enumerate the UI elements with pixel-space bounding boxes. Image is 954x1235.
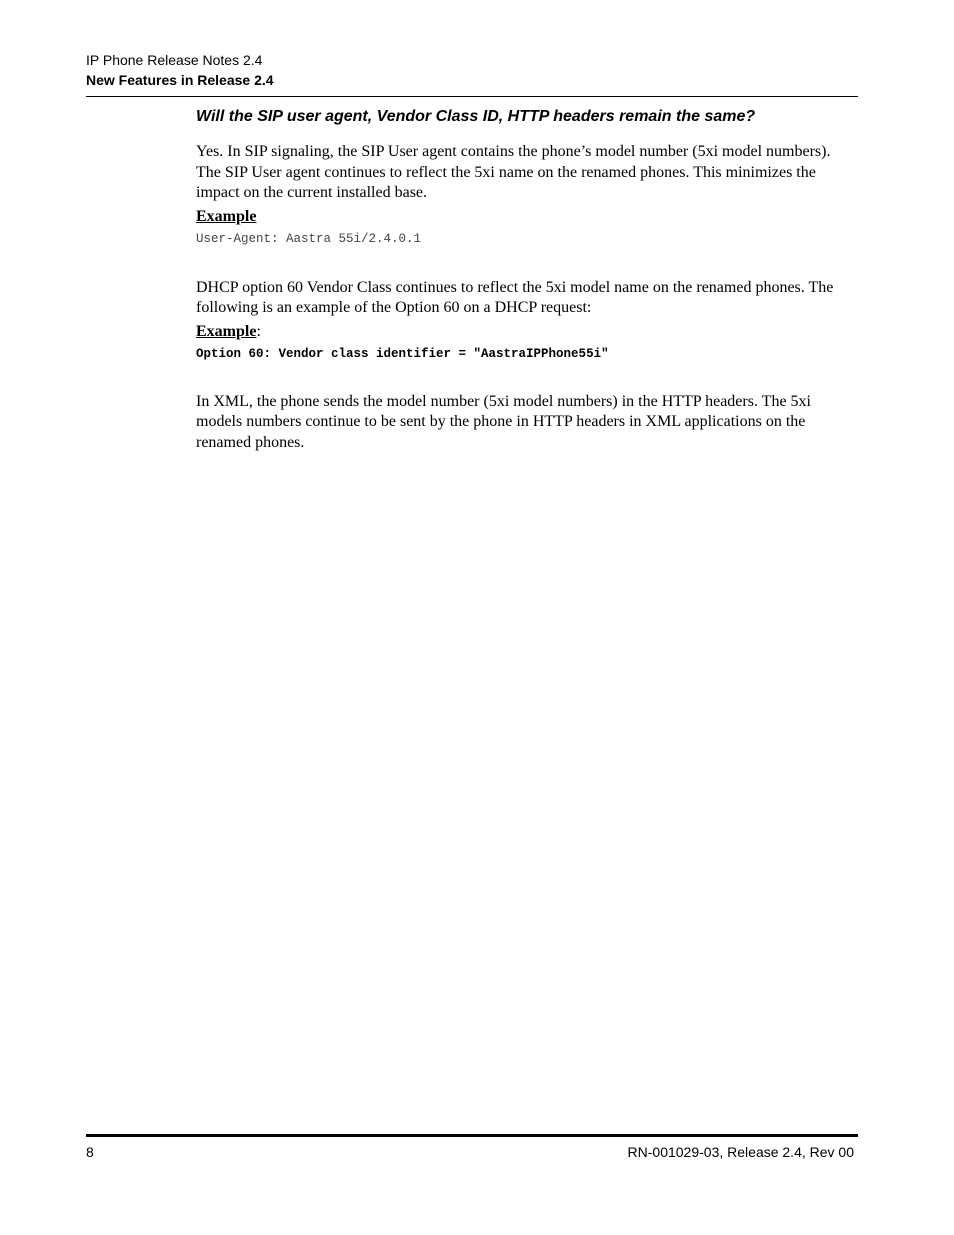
code-example-user-agent: User-Agent: Aastra 55i/2.4.0.1: [196, 231, 422, 246]
example-label-2-colon: :: [256, 322, 261, 340]
paragraph-sip-user-agent: Yes. In SIP signaling, the SIP User agent contains the phone’s model number (5xi model numbers). The SIP User agent continues to reflect the 5xi name on the renamed phones. This minimizes the impact on the current installed base.: [196, 143, 831, 201]
main-content: [196, 106, 858, 453]
paragraph-dhcp-option-60: DHCP option 60 Vendor Class continues to reflect the 5xi model name on the renamed phones. The following is an example of the Option 60 on a DHCP request:: [196, 278, 834, 316]
example-label-2-line: [196, 321, 858, 343]
document-title: IP Phone Release Notes 2.4: [86, 52, 263, 68]
paragraph-xml-http-headers: In XML, the phone sends the model number (5xi model numbers) in the HTTP headers. The 5xi models numbers continue to be sent by the phone in HTTP headers in XML applications on the renamed phones.: [196, 392, 811, 451]
document-reference: RN-001029-03, Release 2.4, Rev 00: [627, 1144, 854, 1160]
faq-question-heading: Will the SIP user agent, Vendor Class ID, HTTP headers remain the same?: [196, 108, 756, 125]
header-divider: [86, 96, 858, 97]
page-number: 8: [86, 1144, 94, 1160]
example-label-2: Example: [196, 322, 257, 340]
code-example-vendor-class: Option 60: Vendor class identifier = "AastraIPPhone55i": [196, 346, 609, 361]
footer-divider: [86, 1134, 858, 1137]
page-header: [86, 50, 858, 90]
example-label-1: Example: [196, 207, 257, 225]
section-title: New Features in Release 2.4: [86, 72, 274, 88]
